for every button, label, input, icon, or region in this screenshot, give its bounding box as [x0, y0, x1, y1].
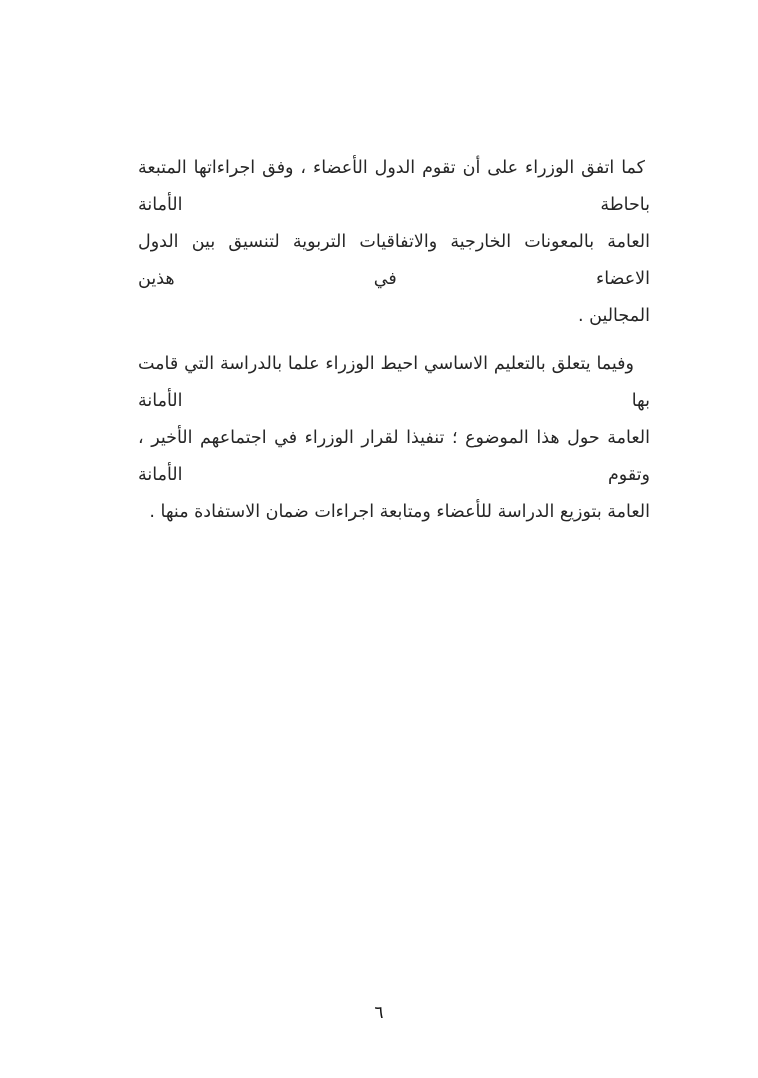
paragraph-1-line-3: المجالين .	[578, 306, 650, 326]
paragraph-2-line-1: وفيما يتعلق بالتعليم الاساسي احيط الوزراء علما بالدراسة التي قامت بها الأمانة	[138, 354, 650, 411]
paragraph-2-line-2: العامة حول هذا الموضوع ؛ تنفيذا لقرار الوزراء في اجتماعهم الأخير ، وتقوم الأمانة	[138, 428, 650, 485]
paragraph-2	[138, 346, 650, 531]
paragraph-2-line-3: العامة بتوزيع الدراسة للأعضاء ومتابعة اجراءات ضمان الاستفادة منها .	[149, 502, 650, 522]
paragraph-1	[138, 150, 650, 335]
paragraph-1-line-2: العامة بالمعونات الخارجية والاتفاقيات التربوية لتنسيق بين الدول الاعضاء في هذين	[138, 232, 650, 289]
page-number: ٦	[374, 1003, 384, 1023]
paragraph-1-line-1: كما اتفق الوزراء على أن تقوم الدول الأعضاء ، وفق اجراءاتها المتبعة باحاطة الأمانة	[138, 158, 650, 215]
document-text-block	[138, 150, 650, 542]
